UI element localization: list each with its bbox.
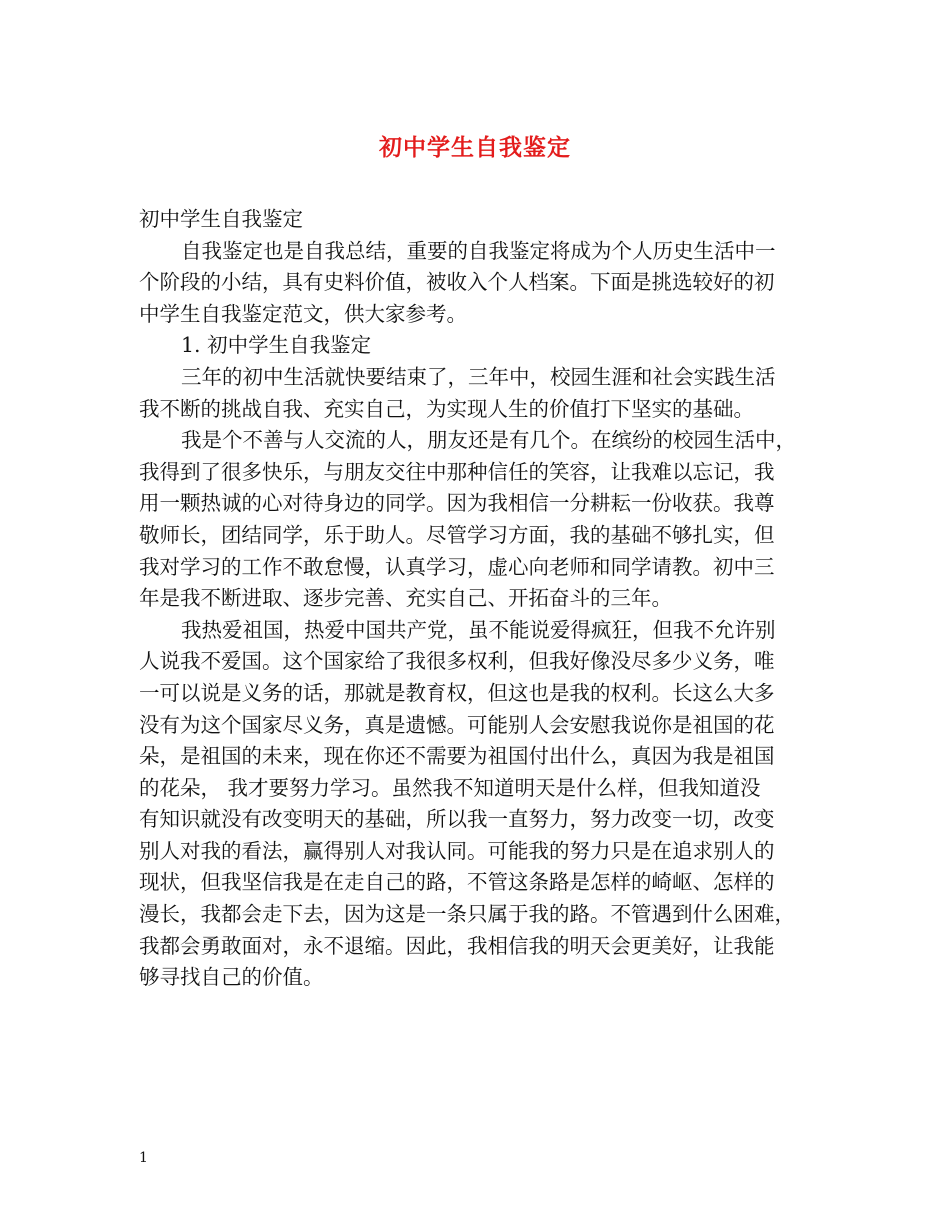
paragraph-line: 敬师长，团结同学，乐于助人。尽管学习方面，我的基础不够扎实，但	[139, 522, 775, 547]
paragraph-line: 一可以说是义务的话，那就是教育权，但这也是我的权利。长这么大多	[139, 680, 775, 705]
paragraph-line: 三年的初中生活就快要结束了，三年中，校园生涯和社会实践生活	[181, 364, 776, 389]
paragraph-line: 我是个不善与人交流的人，朋友还是有几个。在缤纷的校园生活中，	[181, 428, 796, 453]
paragraph-line: 年是我不断进取、逐步完善、充实自己、开拓奋斗的三年。	[139, 586, 672, 611]
section-heading: 初中学生自我鉴定	[139, 207, 303, 231]
paragraph-line: 我对学习的工作不敢怠慢，认真学习，虚心向老师和同学请教。初中三	[139, 554, 775, 579]
paragraph-line: 的花朵， 我才要努力学习。虽然我不知道明天是什么样，但我知道没	[139, 775, 761, 800]
paragraph-line: 朵，是祖国的未来，现在你还不需要为祖国付出什么，真因为我是祖国	[139, 744, 775, 769]
document-body	[139, 204, 815, 994]
paragraph-line: 现状，但我坚信我是在走自己的路，不管这条路是怎样的崎岖、怎样的	[139, 870, 775, 895]
document-title: 初中学生自我鉴定	[379, 134, 571, 161]
numbered-heading: 1. 初中学生自我鉴定	[181, 333, 372, 358]
paragraph-line: 中学生自我鉴定范文，供大家参考。	[139, 301, 467, 326]
paragraph-line: 我都会勇敢面对，永不退缩。因此，我相信我的明天会更美好，让我能	[139, 933, 775, 958]
paragraph-line: 人说我不爱国。这个国家给了我很多权利，但我好像没尽多少义务，唯	[139, 649, 775, 674]
page-number: 1	[139, 1150, 148, 1166]
paragraph-line: 漫长，我都会走下去，因为这是一条只属于我的路。不管遇到什么困难，	[139, 902, 795, 927]
paragraph-line: 够寻找自己的价值。	[139, 965, 324, 990]
paragraph-line: 个阶段的小结，具有史料价值，被收入个人档案。下面是挑选较好的初	[139, 270, 775, 295]
paragraph-line: 我热爱祖国，热爱中国共产党，虽不能说爱得疯狂，但我不允许别	[181, 617, 776, 642]
paragraph-line: 没有为这个国家尽义务，真是遗憾。可能别人会安慰我说你是祖国的花	[139, 712, 775, 737]
paragraph-line: 我不断的挑战自我、充实自己，为实现人生的价值打下坚实的基础。	[139, 396, 754, 421]
paragraph-line: 自我鉴定也是自我总结，重要的自我鉴定将成为个人历史生活中一	[181, 238, 776, 263]
paragraph-line: 用一颗热诚的心对待身边的同学。因为我相信一分耕耘一份收获。我尊	[139, 491, 775, 516]
paragraph-line: 有知识就没有改变明天的基础，所以我一直努力，努力改变一切，改变	[139, 807, 775, 832]
paragraph-line: 我得到了很多快乐，与朋友交往中那种信任的笑容，让我难以忘记，我	[139, 459, 775, 484]
paragraph-line: 别人对我的看法，赢得别人对我认同。可能我的努力只是在追求别人的	[139, 838, 775, 863]
